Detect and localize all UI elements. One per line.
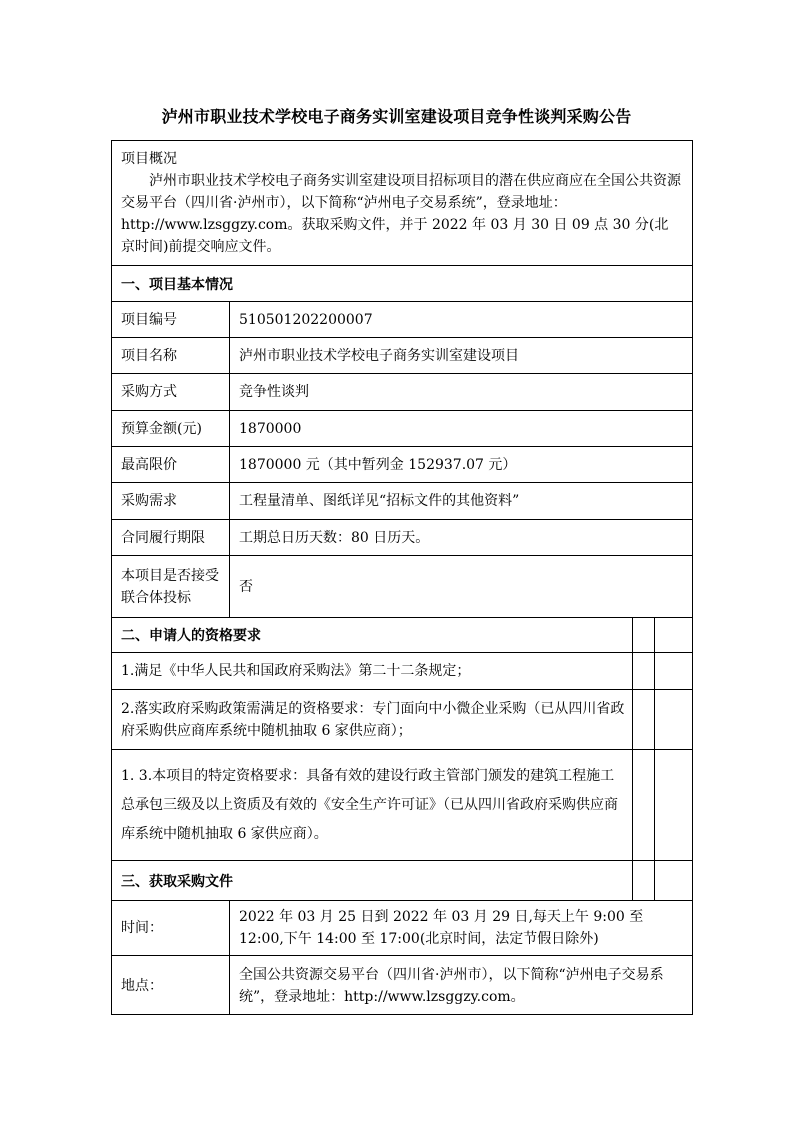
project-name-value: 泸州市职业技术学校电子商务实训室建设项目 [239, 347, 519, 364]
location-value: 全国公共资源交易平台（四川省·泸州市），以下简称“泸州电子交易系统”，登录地址：http://www.lzsggzy.com。 [239, 966, 664, 1005]
qualification-item-2: 2.落实政府采购政策需满足的资格要求：专门面向中小微企业采购（已从四川省政府采购供应商库系统中随机抽取 6 家供应商）； [121, 700, 625, 739]
table-row [112, 373, 692, 410]
table-row [112, 446, 692, 482]
procurement-method-value: 竞争性谈判 [239, 384, 309, 400]
list-item [112, 652, 692, 689]
column-divider [654, 860, 655, 900]
table-row [112, 337, 692, 373]
table-row [112, 482, 692, 519]
overview-block [121, 148, 682, 258]
consortium-value: 否 [239, 578, 253, 595]
section1-heading-row [112, 265, 692, 301]
consortium-label: 本项目是否接受联合体投标 [112, 556, 230, 617]
table-row [112, 519, 692, 555]
column-divider [654, 617, 655, 860]
table-row [112, 555, 692, 617]
overview-heading: 项目概况 [121, 151, 177, 167]
list-item [112, 689, 692, 749]
table-row [112, 410, 692, 446]
max-price-label: 最高限价 [112, 447, 230, 482]
announcement-table [111, 140, 693, 1015]
table-row [112, 301, 692, 337]
project-number-value: 510501202200007 [239, 311, 373, 328]
contract-period-label: 合同履行期限 [112, 520, 230, 555]
project-name-label: 项目名称 [112, 338, 230, 373]
column-divider [632, 617, 633, 860]
project-number-label: 项目编号 [112, 302, 230, 337]
document-title: 泸州市职业技术学校电子商务实训室建设项目竞争性谈判采购公告 [161, 107, 632, 126]
qualification-item-1: 1.满足《中华人民共和国政府采购法》第二十二条规定； [121, 663, 471, 679]
requirements-value: 工程量清单、图纸详见“招标文件的其他资料” [239, 493, 520, 509]
time-value: 2022 年 03 月 25 日到 2022 年 03 月 29 日,每天上午 9:00 至 12:00,下午 14:00 至 17:00(北京时间，法定节假日除外) [239, 909, 644, 947]
section3-heading: 三、获取采购文件 [121, 873, 233, 890]
table-row [112, 955, 692, 1015]
time-label: 时间： [112, 901, 230, 955]
budget-label: 预算金额(元) [112, 411, 230, 446]
list-item [112, 749, 692, 860]
budget-value: 1870000 [239, 420, 302, 437]
section1-heading: 一、项目基本情况 [121, 276, 233, 293]
overview-text: 泸州市职业技术学校电子商务实训室建设项目招标项目的潜在供应商应在全国公共资源交易平台（四川省·泸州市），以下简称“泸州电子交易系统”，登录地址：http://www.lzsggzy.com。获取采购文件，并于 2022 年 03 月 30 日 09 点 30 分(北京时间)前提交响应文件。 [121, 173, 681, 255]
section2-heading: 二、申请人的资格要求 [121, 628, 261, 644]
contract-period-value: 工期总日历天数：80 日历天。 [239, 529, 430, 546]
column-divider [632, 860, 633, 900]
section3-heading-row [112, 860, 692, 900]
overview-row [112, 141, 692, 265]
max-price-value: 1870000 元（其中暂列金 152937.07 元） [239, 456, 517, 473]
requirements-label: 采购需求 [112, 483, 230, 519]
section2-heading-row [112, 617, 692, 652]
qualification-item-3: 1. 3.本项目的特定资格要求：具备有效的建设行政主管部门颁发的建筑工程施工总承包三级及以上资质及有效的《安全生产许可证》（已从四川省政府采购供应商库系统中随机抽取 6 家供应商）。 [121, 767, 618, 842]
table-row [112, 900, 692, 955]
procurement-method-label: 采购方式 [112, 374, 230, 410]
location-label: 地点： [112, 956, 230, 1015]
